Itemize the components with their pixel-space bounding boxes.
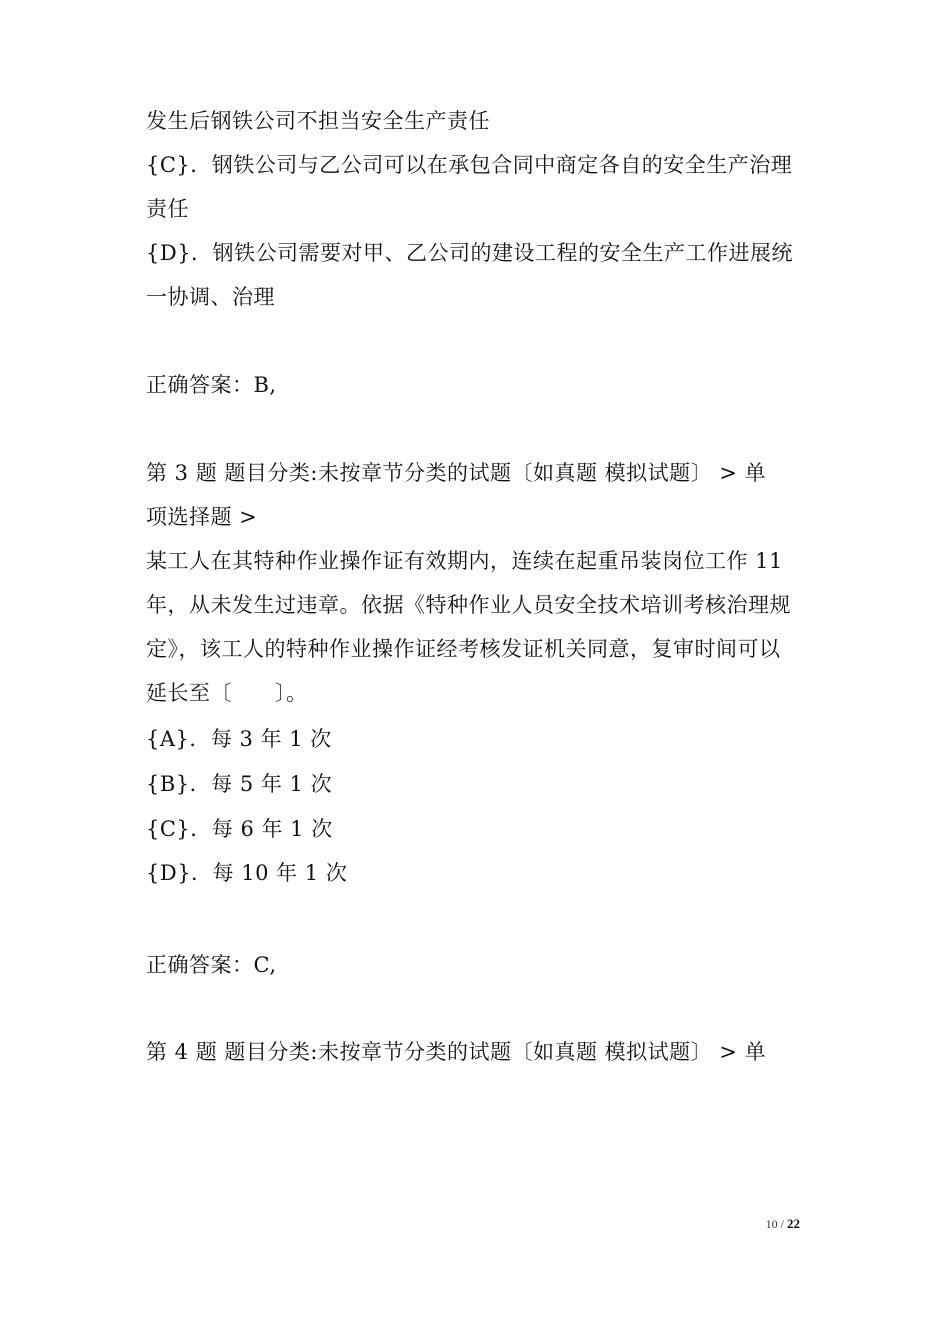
text-line: 责任	[146, 197, 189, 221]
option-b: {B}．每 5 年 1 次	[146, 772, 333, 796]
question-header-cont: 项选择题 >	[146, 505, 258, 529]
page-number	[766, 1216, 800, 1232]
question-text: 年，从未发生过违章。依据《特种作业人员安全技术培训考核治理规	[146, 593, 791, 617]
text-line: 发生后钢铁公司不担当安全生产责任	[146, 109, 490, 133]
option-a: {A}．每 3 年 1 次	[146, 727, 332, 751]
option-c: {C}．钢铁公司与乙公司可以在承包合同中商定各自的安全生产治理	[146, 153, 793, 177]
question-header: 第 3 题 题目分类:未按章节分类的试题〔如真题 模拟试题〕 > 单	[146, 461, 767, 485]
question-text: 定》，该工人的特种作业操作证经考核发证机关同意，复审时间可以	[146, 637, 781, 661]
answer-line: 正确答案：B,	[146, 373, 277, 397]
question-header: 第 4 题 题目分类:未按章节分类的试题〔如真题 模拟试题〕 > 单	[146, 1040, 767, 1064]
total-pages: 22	[787, 1216, 800, 1231]
answer-line: 正确答案：C,	[146, 953, 277, 977]
text-line: 一协调、治理	[146, 285, 275, 309]
question-text: 某工人在其特种作业操作证有效期内，连续在起重吊装岗位工作 11	[146, 549, 783, 573]
page-separator: /	[780, 1217, 784, 1231]
option-c: {C}．每 6 年 1 次	[146, 817, 333, 841]
option-d: {D}．钢铁公司需要对甲、乙公司的建设工程的安全生产工作进展统	[146, 241, 794, 265]
option-d: {D}．每 10 年 1 次	[146, 861, 348, 885]
current-page: 10	[765, 1217, 778, 1231]
question-text: 延长至〔 〕。	[146, 681, 308, 705]
